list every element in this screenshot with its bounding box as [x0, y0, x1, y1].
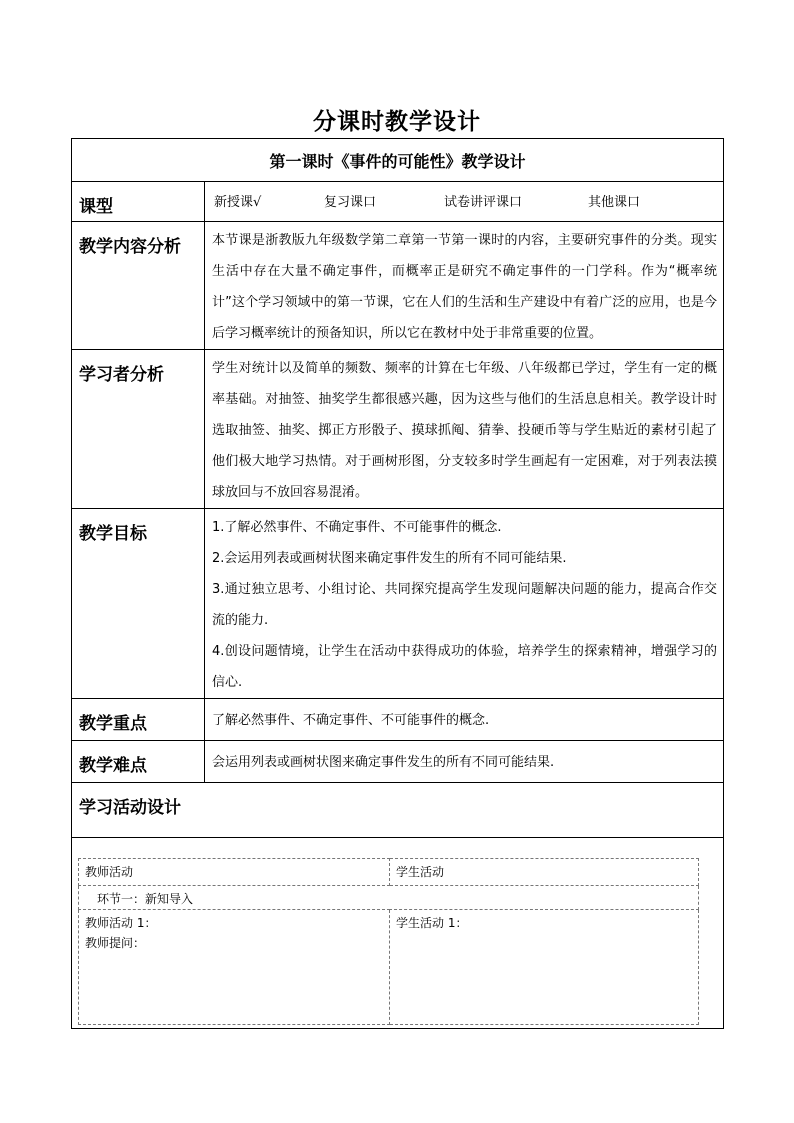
objectives-label: 教学目标 — [72, 509, 205, 699]
difficulties-label: 教学难点 — [72, 741, 205, 783]
page-title: 分课时教学设计 — [313, 109, 481, 135]
objective-item: 4.创设问题情境，让学生在活动中获得成功的体验，培养学生的探索精神，增强学习的信心. — [212, 644, 718, 690]
objective-item: 3.通过独立思考、小组讨论、共同探究提高学生发现问题解决问题的能力，提高合作交流的能力. — [212, 582, 718, 628]
student-activity-title: 学生活动 1： — [396, 916, 468, 930]
student-activity-header: 学生活动 — [390, 859, 699, 886]
course-type-options — [205, 182, 724, 222]
lesson-design-table — [71, 138, 724, 1029]
student-activity-cell — [390, 910, 699, 1025]
content-analysis-label: 教学内容分析 — [72, 222, 205, 350]
course-type-option: 新授课√ — [214, 195, 262, 210]
difficulties-text: 会运用列表或画树状图来确定事件发生的所有不同可能结果. — [205, 741, 724, 783]
key-points-text: 了解必然事件、不确定事件、不可能事件的概念. — [205, 699, 724, 741]
learner-analysis-label: 学习者分析 — [72, 350, 205, 509]
teacher-activity-text: 教师提问： — [85, 936, 146, 950]
stage-title: 环节一：新知导入 — [79, 886, 699, 910]
course-type-option: 试卷讲评课口 — [444, 195, 523, 210]
objective-item: 1.了解必然事件、不确定事件、不可能事件的概念. — [212, 520, 502, 535]
course-type-option: 其他课口 — [588, 195, 641, 210]
teacher-activity-header: 教师活动 — [79, 859, 390, 886]
teacher-activity-cell — [79, 910, 390, 1025]
lesson-title: 第一课时《事件的可能性》教学设计 — [72, 139, 724, 182]
content-analysis-text: 本节课是浙教版九年级数学第二章第一节第一课时的内容，主要研究事件的分类。现实生活中存在大量不确定事件，而概率正是研究不确定事件的一门学科。作为“概率统计”这个学习领域中的第一节课，它在人们的生活和生产建设中有着广泛的应用，也是今后学习概率统计的预备知识，所以它在教材中处于非常重要的位置。 — [205, 222, 724, 350]
course-type-option: 复习课口 — [324, 195, 377, 210]
course-type-label: 课型 — [72, 182, 205, 222]
activity-design-area — [72, 838, 724, 1029]
objective-item: 2.会运用列表或画树状图来确定事件发生的所有不同可能结果. — [212, 551, 567, 566]
teacher-activity-title: 教师活动 1： — [85, 916, 157, 930]
key-points-label: 教学重点 — [72, 699, 205, 741]
objectives-list — [205, 509, 724, 699]
activity-design-label: 学习活动设计 — [72, 783, 724, 838]
learner-analysis-text: 学生对统计以及简单的频数、频率的计算在七年级、八年级都已学过，学生有一定的概率基础。对抽签、抽奖学生都很感兴趣，因为这些与他们的生活息息相关。教学设计时选取抽签、抽奖、掷正方形骰子、摸球抓阄、猜拳、投硬币等与学生贴近的素材引起了他们极大地学习热情。对于画树形图，分支较多时学生画起有一定困难，对于列表法摸球放回与不放回容易混淆。 — [205, 350, 724, 509]
activity-table — [78, 858, 699, 1025]
